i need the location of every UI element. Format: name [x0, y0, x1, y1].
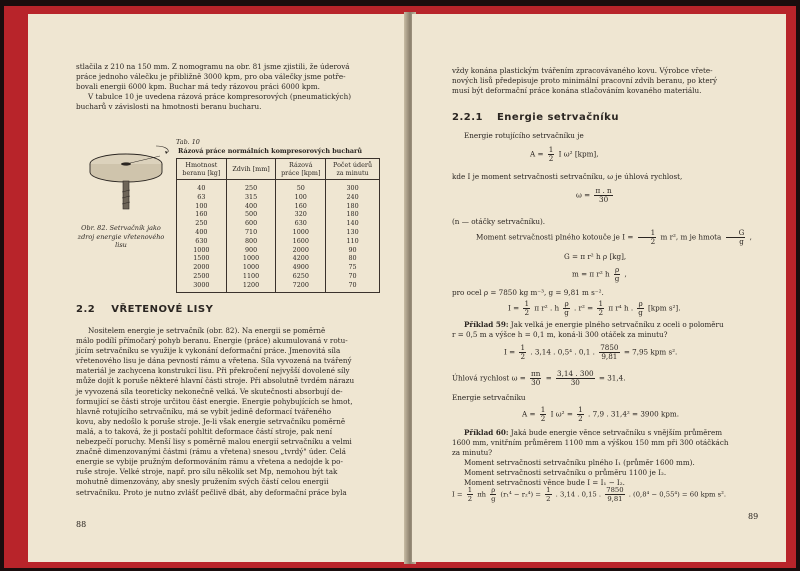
- numerator: πn: [531, 369, 541, 378]
- text-line: musí být deformační práce konána stlačováním kovaného materiálu.: [452, 86, 702, 96]
- denominator: 2: [467, 495, 473, 503]
- denominator: 9,81: [607, 495, 623, 503]
- table-cell: 630: [276, 219, 326, 228]
- right-page: [412, 14, 786, 562]
- fraction: [548, 146, 555, 163]
- table-cell: 180: [326, 202, 380, 211]
- equation-m: [572, 266, 627, 283]
- text-line: Nositelem energie je setrvačník (obr. 82). Na energii se poměrně: [88, 326, 326, 335]
- table-cell: 250: [226, 180, 276, 193]
- eq-part: = 31,4.: [598, 373, 626, 383]
- eq-part: . 3,14 . 0,15 .: [555, 490, 602, 499]
- text-line: vřetenového lisu je dána pevností rámu a vřetena. Síla vyvozená na tvářený: [76, 356, 352, 366]
- subsection-heading: [452, 112, 619, 123]
- text-line: energie se vybije pružným deformováním rámu a vřetena a nedojde k po-: [76, 457, 343, 467]
- eq-part: πh: [477, 490, 487, 499]
- equation-final: [452, 486, 726, 503]
- denominator: 30: [599, 195, 609, 204]
- numerator: ρ: [564, 299, 569, 308]
- eq-part: π r² . h: [534, 303, 560, 313]
- table-cell: 315: [226, 193, 276, 202]
- eq-part: m r², m je hmota: [660, 232, 722, 242]
- table-row: [177, 237, 380, 246]
- table-cell: 300: [326, 180, 380, 193]
- denominator: 2: [520, 352, 526, 361]
- fraction: [597, 300, 604, 317]
- text-line: Moment setrvačnosti věnce bude I = I₁ − I₂.: [464, 478, 625, 488]
- denominator: 2: [650, 237, 656, 246]
- numerator: ρ: [491, 486, 496, 494]
- col-header: Zdvih [mm]: [226, 159, 276, 180]
- fraction: [523, 300, 530, 317]
- text-line: Jak velká je energie plného setrvačníku z oceli o poloměru: [510, 320, 724, 329]
- table-row: [177, 193, 380, 202]
- table-cell: 320: [276, 210, 326, 219]
- eq-part: =: [545, 373, 552, 383]
- numerator: ρ: [638, 299, 643, 308]
- numerator: 7850: [606, 486, 624, 494]
- fraction: [614, 266, 620, 283]
- text-line: nebezpečí poruchy. Menší lisy s poměrně malou energií setrvačníku a velmi: [76, 437, 352, 447]
- left-page: [28, 14, 408, 562]
- eq-part: ,: [624, 269, 627, 279]
- text-line: stlačila z 210 na 150 mm. Z nomogramu na obr. 81 jsme zjistili, že úderová: [76, 62, 350, 71]
- example-59: [452, 320, 770, 340]
- text-line: málo podílí přímočarý pohyb beranu. Energie (práce) akumulovaná v rotu-: [76, 336, 348, 346]
- table-cell: 630: [177, 237, 227, 246]
- text-line: Jaká bude energie věnce setrvačníku s vnějším průměrem: [510, 428, 723, 437]
- eq-part: A =: [522, 409, 536, 419]
- text-line: V tabulce 10 je uvedena rázová práce kompresorových (pneumatických): [88, 92, 352, 102]
- section-heading: [76, 304, 213, 315]
- text-line: hlavně rotujícího setrvačníku, má se vybít jedině deformací tvářeného: [76, 406, 332, 416]
- numerator: ρ: [614, 265, 620, 274]
- text-line: Moment setrvačnosti setrvačníku plného I₁ (průměr 1600 mm).: [464, 458, 695, 468]
- text-line: materiál je zachycena konstrukcí lisu. Při překročení nejvyšší dovolené síly: [76, 366, 350, 376]
- eq-part: = 7,95 kpm s².: [623, 347, 678, 357]
- example-label: Příklad 59:: [464, 320, 509, 329]
- text-line: setrvačníku. Proto je nutno zvlášť pečlivě dbát, aby deformační práce byla: [76, 487, 347, 497]
- table-cell: 130: [326, 228, 380, 237]
- fraction: [637, 300, 643, 317]
- flywheel-figure: [86, 142, 178, 220]
- table-cell: 240: [326, 193, 380, 202]
- denominator: g: [491, 495, 496, 503]
- table-cell: 1600: [276, 237, 326, 246]
- fraction: [577, 406, 584, 423]
- text-line: formující se části stroje určitou část energie. Energie pohybujících se hmot,: [76, 396, 353, 406]
- table-cell: 1000: [226, 263, 276, 272]
- moment-line: [464, 229, 752, 246]
- text-line: r = 0,5 m a výšce h = 0,1 m, koná-li 300 otáček za minutu?: [452, 330, 668, 340]
- section-number: 2.2.1: [452, 112, 483, 123]
- text-line: kovu, aby nedošlo k poruše stroje. Je-li však energie setrvačníku poměrně: [76, 416, 346, 426]
- section-title: VŘETENOVÉ LISY: [111, 304, 214, 315]
- table-row: [177, 228, 380, 237]
- numerator: 3,14 . 300: [557, 369, 594, 378]
- table-cell: 75: [326, 263, 380, 272]
- fraction: [490, 486, 496, 503]
- eq-part: [kpm s²].: [647, 303, 681, 313]
- table-cell: 2500: [177, 272, 227, 281]
- table-title: Rázová práce normálních kompresorových bucharů: [178, 147, 363, 155]
- numerator: 1: [546, 486, 551, 494]
- table-cell: 4900: [276, 263, 326, 272]
- denominator: g: [739, 237, 744, 246]
- fraction: [638, 229, 657, 246]
- table-cell: 900: [226, 246, 276, 255]
- table-cell: 400: [177, 228, 227, 237]
- table-cell: 90: [326, 246, 380, 255]
- table-cell: 1000: [177, 246, 227, 255]
- eq-part: . r² =: [573, 303, 594, 313]
- eq-part: . 7,9 . 31,4² = 3900 kpm.: [588, 409, 679, 419]
- equation-A59: [522, 406, 679, 423]
- table-cell: 40: [177, 180, 227, 193]
- text-line: značně dimenzovanými částmi (rámu a vřetena) snesou „tvrdý" úder. Celá: [76, 447, 346, 457]
- table-row: [177, 202, 380, 211]
- table-cell: 6250: [276, 272, 326, 281]
- eq-part: Moment setrvačnosti plného kotouče je I =: [476, 232, 634, 242]
- numerator: 7850: [600, 343, 619, 352]
- eq-part: π r⁴ h .: [608, 303, 634, 313]
- impact-work-table: [176, 158, 380, 293]
- table-row: [177, 180, 380, 193]
- numerator: 1: [540, 405, 546, 414]
- text-line: je vyvozená síla teoreticky nekonečně velká. Ve skutečnosti absorbují de-: [76, 386, 343, 396]
- text-line: za minutu?: [452, 448, 493, 458]
- denominator: 2: [540, 414, 546, 423]
- section-title: Energie setrvačníku: [496, 112, 619, 123]
- text-line: pro ocel ρ = 7850 kg m⁻³, g = 9,81 m s⁻².: [452, 288, 604, 297]
- equation-omega: [576, 187, 615, 204]
- table-cell: 3000: [177, 281, 227, 292]
- table-cell: 250: [177, 219, 227, 228]
- equation-omega59: [452, 370, 626, 387]
- text-line: může dojít k poruše některé hlavní části stroje. Při absolutně tvrdém nárazu: [76, 376, 355, 386]
- numerator: 1: [467, 486, 473, 494]
- table-cell: 140: [326, 219, 380, 228]
- text-line: kde I je moment setrvačnosti setrvačníku, ω je úhlová rychlost,: [452, 172, 683, 181]
- example-60: [452, 428, 770, 489]
- table-cell: 1200: [226, 281, 276, 292]
- fraction: [540, 406, 547, 423]
- table-cell: 50: [276, 180, 326, 193]
- table-row: [177, 263, 380, 272]
- equation-I59: [504, 344, 677, 361]
- text-line: malá, a to taková, že ji postačí pohltit deformace částí stroje, pak není: [76, 426, 332, 436]
- eq-part: I =: [508, 303, 520, 313]
- table-cell: 70: [326, 272, 380, 281]
- table-cell: 160: [276, 202, 326, 211]
- table-label: Tab. 10: [176, 138, 200, 146]
- numerator: 1: [598, 299, 604, 308]
- table-row: [177, 254, 380, 263]
- text-line: jícím setrvačníku se využije k vykonání deformační práce. Jmenovitá síla: [76, 346, 341, 356]
- fraction: [519, 344, 526, 361]
- numerator: 1: [638, 229, 657, 238]
- eq-part: Úhlová rychlost ω =: [452, 373, 526, 383]
- table-cell: 1500: [177, 254, 227, 263]
- left-intro: [76, 62, 381, 112]
- table-row: [177, 281, 380, 292]
- fraction: [545, 486, 551, 503]
- numerator: 1: [524, 299, 530, 308]
- text-line: práce jednoho válečku je přibližně 3000 kpm, pro oba válečky jsme potře-: [76, 72, 346, 82]
- fraction: [594, 187, 612, 204]
- denominator: 2: [578, 414, 583, 423]
- eq-part: ω =: [576, 190, 591, 200]
- denominator: g: [614, 274, 620, 283]
- denominator: 30: [570, 378, 580, 387]
- table-cell: 2000: [276, 246, 326, 255]
- fraction: [467, 486, 473, 503]
- equation-energy: [530, 146, 599, 163]
- text-line: ruše stroje. Velké stroje, např. pro sílu několik set Mp, nemohou být tak: [76, 467, 338, 477]
- text-line: Moment setrvačnosti setrvačníku o průměru 1100 je I₂.: [464, 468, 667, 478]
- numerator: 1: [520, 343, 526, 352]
- fraction: [530, 370, 541, 387]
- eq-part: I ω² =: [550, 409, 573, 419]
- denominator: g: [564, 308, 569, 317]
- col-header: Rázová práce [kpm]: [276, 159, 326, 180]
- eq-part: I =: [504, 347, 516, 357]
- denominator: 2: [524, 308, 530, 317]
- table-cell: 110: [326, 237, 380, 246]
- table-row: [177, 246, 380, 255]
- fraction: [556, 370, 595, 387]
- table-cell: 710: [226, 228, 276, 237]
- eq-part: m = π r² h: [572, 269, 610, 279]
- col-header: Hmotnost beranu [kg]: [177, 159, 227, 180]
- table-row: [177, 210, 380, 219]
- text-line: Energie setrvačníku: [452, 393, 526, 402]
- eq-part: (r₁⁴ − r₂⁴) =: [500, 490, 541, 499]
- eq-part: I ω² [kpm],: [558, 149, 599, 159]
- table-cell: 1100: [226, 272, 276, 281]
- fraction: [605, 486, 624, 503]
- denominator: 2: [548, 154, 554, 163]
- denominator: g: [638, 308, 643, 317]
- table-cell: 100: [276, 193, 326, 202]
- denominator: 30: [531, 378, 541, 387]
- table-cell: 7200: [276, 281, 326, 292]
- fraction: [599, 344, 619, 361]
- table-cell: 80: [326, 254, 380, 263]
- table-cell: 63: [177, 193, 227, 202]
- table-row: [177, 219, 380, 228]
- table-row: [177, 272, 380, 281]
- table-cell: 500: [226, 210, 276, 219]
- equation-I: [508, 300, 681, 317]
- denominator: 2: [598, 308, 604, 317]
- table-cell: 4200: [276, 254, 326, 263]
- eq-part: . 3,14 . 0,5⁴ . 0,1 .: [530, 347, 595, 357]
- example-label: Příklad 60:: [464, 428, 509, 437]
- denominator: 2: [546, 495, 551, 503]
- table-cell: 800: [226, 237, 276, 246]
- equation-G: G = π r² h ρ [kg],: [564, 252, 627, 261]
- text-line: (n — otáčky setrvačníku).: [452, 217, 546, 226]
- section-number: 2.2: [76, 304, 96, 315]
- table-cell: 1000: [226, 254, 276, 263]
- left-body: [76, 326, 381, 498]
- table-cell: 160: [177, 210, 227, 219]
- table-cell: 1000: [276, 228, 326, 237]
- text-line: 1600 mm, vnitřním průměrem 1100 mm a výškou 150 mm při 300 otáčkách: [452, 438, 729, 448]
- page-number-left: 88: [76, 520, 87, 529]
- fraction: [726, 229, 746, 246]
- numerator: G: [726, 229, 746, 238]
- table-cell: 400: [226, 202, 276, 211]
- table-body: [177, 180, 380, 293]
- denominator: 9,81: [601, 352, 618, 361]
- page-number-right: 89: [748, 512, 759, 521]
- eq-part: A =: [530, 149, 544, 159]
- fraction: [563, 300, 569, 317]
- eq-part: . (0,8⁴ − 0,55⁴) = 60 kpm s².: [628, 490, 727, 499]
- table-cell: 600: [226, 219, 276, 228]
- eq-part: ,: [749, 232, 752, 242]
- text-line: mohutně dimenzovány, aby snesly pružením svých částí celou energii: [76, 477, 329, 487]
- table-cell: 2000: [177, 263, 227, 272]
- text-line: bovali energii 6000 kpm. Buchar má tedy rázovou práci 6000 kpm.: [76, 82, 320, 92]
- numerator: π . n: [595, 186, 612, 195]
- text-line: vždy konána plastickým tvářením zpracovávaného kovu. Výrobce vřete-: [452, 66, 713, 75]
- text-line: bucharů v závislosti na hmotnosti beranu bucharu.: [76, 102, 262, 112]
- col-header: Počet úderů za minutu: [326, 159, 380, 180]
- figure-caption: Obr. 82. Setrvačník jako zdroj energie vřetenového lisu: [77, 224, 165, 249]
- numerator: 1: [578, 405, 583, 414]
- text-line: nových lisů předepisuje proto minimální pracovní zdvih beranu, po který: [452, 76, 718, 86]
- numerator: 1: [548, 145, 554, 154]
- text-line: Energie rotujícího setrvačníku je: [464, 131, 584, 140]
- eq-part: I =: [452, 490, 463, 499]
- table-cell: 70: [326, 281, 380, 292]
- right-intro: [452, 66, 770, 96]
- table-cell: 180: [326, 210, 380, 219]
- table-cell: 100: [177, 202, 227, 211]
